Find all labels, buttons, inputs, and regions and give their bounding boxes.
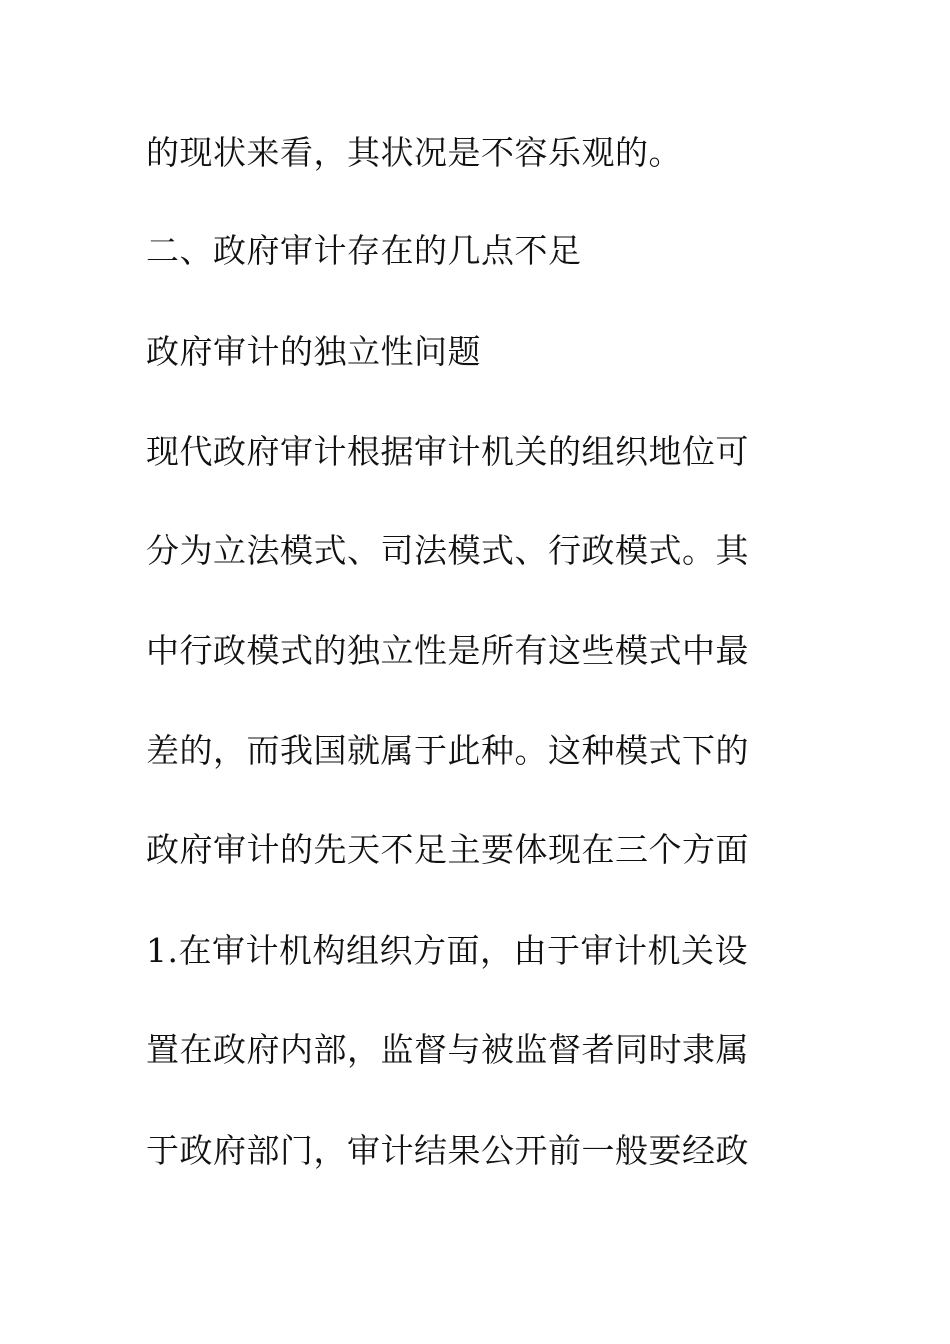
subsection-heading: 政府审计的独立性问题	[146, 332, 481, 371]
text-line: 1.在审计机构组织方面，由于审计机关设	[146, 931, 748, 970]
text-line: 政府审计的先天不足主要体现在三个方面	[146, 830, 749, 869]
text-line: 差的，而我国就属于此种。这种模式下的	[146, 731, 749, 770]
section-heading: 二、政府审计存在的几点不足	[146, 231, 582, 270]
text-line: 中行政模式的独立性是所有这些模式中最	[146, 631, 749, 670]
text-line: 分为立法模式、司法模式、行政模式。其	[146, 531, 749, 570]
text-line: 于政府部门，审计结果公开前一般要经政	[146, 1131, 749, 1170]
text-line: 的现状来看，其状况是不容乐观的。	[146, 133, 682, 172]
text-line: 现代政府审计根据审计机关的组织地位可	[146, 432, 749, 471]
text-line: 置在政府内部，监督与被监督者同时隶属	[146, 1030, 749, 1069]
